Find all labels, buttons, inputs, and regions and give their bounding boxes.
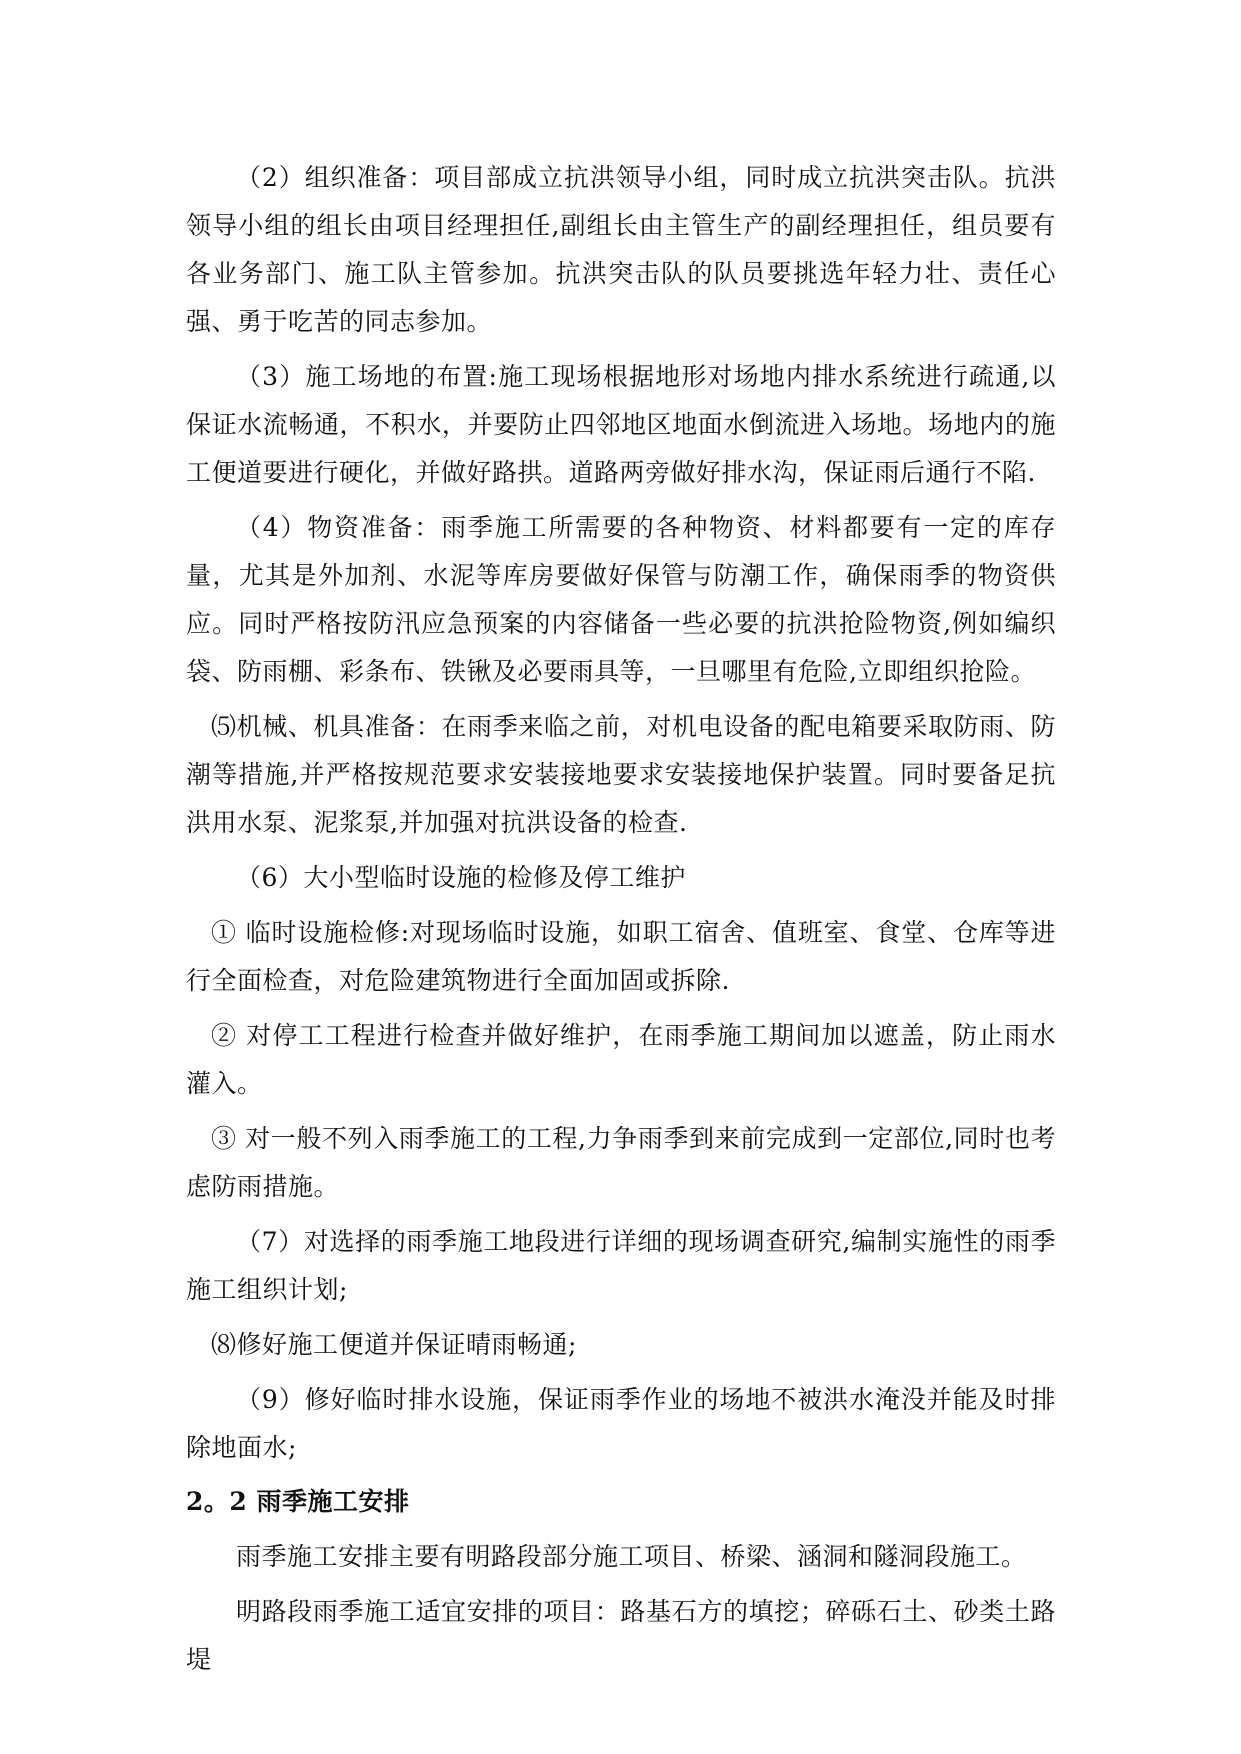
paragraph-drainage: （9）修好临时排水设施，保证雨季作业的场地不被洪水淹没并能及时排除地面水; [186, 1385, 1056, 1462]
paragraph-open-road-items: 明路段雨季施工适宜安排的项目：路基石方的填挖；碎砾石土、砂类土路堤 [186, 1597, 1056, 1674]
paragraph-site-survey: （7）对选择的雨季施工地段进行详细的现场调查研究,编制实施性的雨季施工组织计划; [186, 1227, 1056, 1304]
list-item-general-works: ③ 对一般不列入雨季施工的工程,力争雨季到来前完成到一定部位,同时也考虑防雨措施。 [186, 1124, 1056, 1201]
paragraph-temporary-facilities: （6）大小型临时设施的检修及停工维护 [236, 863, 686, 892]
section-heading: 2。2 雨季施工安排 [186, 1487, 410, 1516]
paragraph-organization-prep: （2）组织准备：项目部成立抗洪领导小组，同时成立抗洪突击队。抗洪领导小组的组长由项目经理担任,副组长由主管生产的副经理担任，组员要有各业务部门、施工队主管参加。抗洪突击队的队员要挑选年轻力壮、责任心强、勇于吃苦的同志参加。 [186, 163, 1056, 336]
document-body [186, 154, 1056, 1684]
list-item-facility-inspection: ① 临时设施检修:对现场临时设施，如职工宿舍、值班室、食堂、仓库等进行全面检查，对危险建筑物进行全面加固或拆除. [186, 918, 1056, 995]
paragraph-access-road: ⑻修好施工便道并保证晴雨畅通; [211, 1330, 577, 1359]
paragraph-rainy-season-arrangement: 雨季施工安排主要有明路段部分施工项目、桥梁、涵洞和隧洞段施工。 [236, 1542, 1027, 1571]
list-item-suspended-works: ② 对停工工程进行检查并做好维护，在雨季施工期间加以遮盖，防止雨水灌入。 [186, 1021, 1056, 1098]
paragraph-material-prep: （4）物资准备：雨季施工所需要的各种物资、材料都要有一定的库存量，尤其是外加剂、水泥等库房要做好保管与防潮工作，确保雨季的物资供应。同时严格按防汛应急预案的内容储备一些必要的抗洪抢险物资,例如编织袋、防雨棚、彩条布、铁锹及必要雨具等，一旦哪里有危险,立即组织抢险。 [186, 513, 1056, 686]
paragraph-machinery-prep: ⑸机械、机具准备：在雨季来临之前，对机电设备的配电箱要采取防雨、防潮等措施,并严格按规范要求安装接地要求安装接地保护装置。同时要备足抗洪用水泵、泥浆泵,并加强对抗洪设备的检查. [186, 712, 1056, 837]
paragraph-site-layout: （3）施工场地的布置:施工现场根据地形对场地内排水系统进行疏通,以保证水流畅通，不积水，并要防止四邻地区地面水倒流进入场地。场地内的施工便道要进行硬化，并做好路拱。道路两旁做好排水沟，保证雨后通行不陷. [186, 362, 1056, 487]
